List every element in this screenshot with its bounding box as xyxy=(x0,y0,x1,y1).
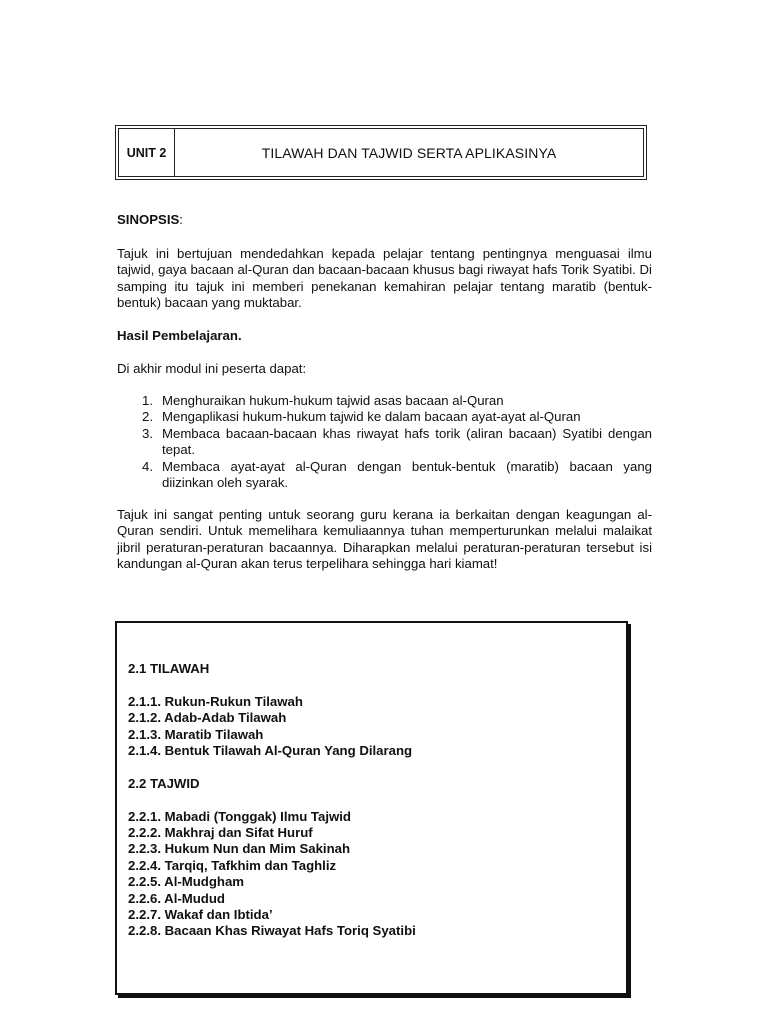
list-item-text: Membaca ayat-ayat al-Quran dengan bentuk-bentuk (maratib) bacaan yang diizinkan oleh syarak. xyxy=(162,458,652,491)
list-item xyxy=(117,459,652,492)
closing-paragraph: Tajuk ini sangat penting untuk seorang guru kerana ia berkaitan dengan keagungan al-Quran sendiri. Untuk memelihara kemuliaannya tuhan memperturunkan melalui malaikat jibril peraturan-peraturan bacaannya. Diharapkan melalui peraturan-peraturan tersebut isi kandungan al-Quran akan terus terpelihara sehingga hari kiamat! xyxy=(117,507,652,572)
unit-header-box xyxy=(115,125,647,180)
hasil-heading: Hasil Pembelajaran. xyxy=(117,328,242,343)
sinopsis-heading xyxy=(117,212,183,227)
toc-spacer xyxy=(128,759,416,775)
unit-header-inner xyxy=(118,128,644,177)
toc-item: 2.1.3. Maratib Tilawah xyxy=(128,726,264,742)
list-item-number: 2. xyxy=(142,409,153,425)
list-item-text: Menghuraikan hukum-hukum tajwid asas bacaan al-Quran xyxy=(162,393,504,408)
toc-item: 2.1.4. Bentuk Tilawah Al-Quran Yang Dilarang xyxy=(128,743,413,759)
table-of-contents-box xyxy=(115,621,628,995)
list-item xyxy=(117,393,652,409)
sinopsis-heading-text: SINOPSIS xyxy=(117,212,180,227)
sinopsis-paragraph: Tajuk ini bertujuan mendedahkan kepada pelajar tentang pentingnya menguasai ilmu tajwid, gaya bacaan al-Quran dan bacaan-bacaan khusus bagi riwayat hafs Torik Syatibi. Di samping itu tajuk ini memberi penekanan kemahiran pelajar tentang maratib (bentuk-bentuk) bacaan yang muktabar. xyxy=(117,246,652,311)
toc-item: 2.1.2. Adab-Adab Tilawah xyxy=(128,710,287,726)
objectives-list xyxy=(117,393,652,491)
toc-item: 2.2.2. Makhraj dan Sifat Huruf xyxy=(128,825,313,841)
list-item-text: Mengaplikasi hukum-hukum tajwid ke dalam bacaan ayat-ayat al-Quran xyxy=(162,409,581,425)
list-item xyxy=(117,409,652,425)
sinopsis-colon: : xyxy=(179,212,183,227)
list-item-number: 1. xyxy=(142,393,153,408)
table-of-contents xyxy=(128,661,416,940)
toc-item: 2.2.5. Al-Mudgham xyxy=(128,874,245,890)
toc-section-title: 2.2 TAJWID xyxy=(128,775,200,791)
toc-item: 2.2.3. Hukum Nun dan Mim Sakinah xyxy=(128,841,351,857)
unit-title: TILAWAH DAN TAJWID SERTA APLIKASINYA xyxy=(261,144,557,161)
list-item-number: 4. xyxy=(142,458,153,474)
toc-item: 2.2.1. Mabadi (Tonggak) Ilmu Tajwid xyxy=(128,808,351,824)
list-item-text: Membaca bacaan-bacaan khas riwayat hafs torik (aliran bacaan) Syatibi dengan tepat. xyxy=(162,425,652,458)
toc-item: 2.2.7. Wakaf dan Ibtida’ xyxy=(128,907,273,923)
list-item-number: 3. xyxy=(142,425,153,441)
toc-section-title: 2.1 TILAWAH xyxy=(128,661,210,676)
toc-spacer xyxy=(128,792,416,808)
hasil-intro: Di akhir modul ini peserta dapat: xyxy=(117,361,307,376)
toc-item: 2.2.8. Bacaan Khas Riwayat Hafs Toriq Syatibi xyxy=(128,923,416,939)
toc-item: 2.1.1. Rukun-Rukun Tilawah xyxy=(128,693,303,709)
toc-item: 2.2.4. Tarqiq, Tafkhim dan Taghliz xyxy=(128,857,337,873)
list-item xyxy=(117,426,652,459)
unit-number: UNIT 2 xyxy=(119,129,175,176)
toc-item: 2.2.6. Al-Mudud xyxy=(128,890,225,906)
toc-spacer xyxy=(128,677,416,693)
